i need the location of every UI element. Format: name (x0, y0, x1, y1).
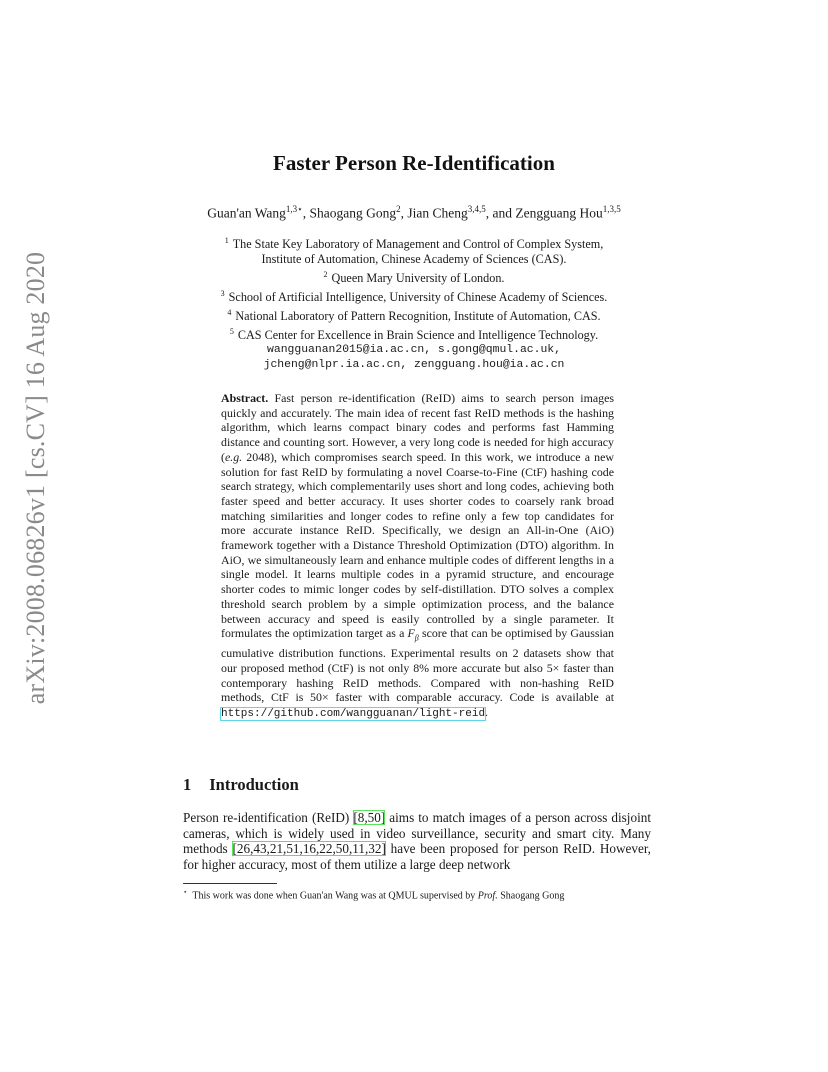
section-heading-introduction (183, 775, 299, 795)
citation-link[interactable]: [26,43,21,51,16,22,50,11,32] (232, 841, 386, 857)
author-marks: 1,3,5 (602, 204, 621, 214)
f-beta-symbol: $F_\beta$ (407, 626, 419, 643)
email-line: wangguanan2015@ia.ac.cn, s.gong@qmul.ac.uk, (267, 344, 561, 357)
abstract: Abstract. Fast person re-identification (ReID) aims to search person images quickly and accurately. The main idea of recent fast ReID methods is the hashing algorithm, which learns compact binary codes and performs fast Hamming distance and counting sort. However, a very long code is needed for high accuracy (e.g. 2048), which compromises search speed. In this work, we introduce a new solution for fast ReID by formulating a novel Coarse-to-Fine (CtF) hashing code search strategy, which complementarily uses short and long codes, achieving both faster speed and better accuracy. It uses shorter codes to coarsely rank broad matching similarities and longer codes to refine only a few top candidates for more accurate instance ReID. Specifically, we design an All-in-One (AiO) framework together with a Distance Threshold Optimization (DTO) algorithm. In AiO, we simultaneously learn and enhance multiple codes of different lengths in a single model. It learns multiple codes in a pyramid structure, and encourage shorter codes to mimic longer codes by self-distillation. DTO solves a complex threshold search problem by a simple optimization process, and the balance between accuracy and speed is easily controlled by a single parameter. It formulates the optimization target as a $F_\beta$ score that can be optimised by Gaussian cumulative distribution functions. Experimental results on 2 datasets show that our proposed method (CtF) is not only 8% more accurate but also 5× faster than contemporary hashing ReID methods. Compared with non-hashing ReID methods, CtF is 50× faster with comparable accuracy. Code is available at https://github.com/wangguanan/light-reid. (221, 391, 614, 721)
author-marks: 3,4,5 (467, 204, 486, 214)
affiliation-line: $^5$ CAS Center for Excellence in Brain Science and Intelligence Technology. (229, 327, 599, 343)
footnote-divider (183, 883, 277, 884)
paper-title: Faster Person Re-Identification (273, 151, 555, 175)
affiliation-block (0, 233, 828, 373)
affiliation-line: $^1$ The State Key Laboratory of Management and Control of Complex System, (224, 236, 604, 252)
author-name: Guan'an Wang (207, 205, 286, 221)
author-list: Guan'an Wang$^{1,3⋆}$, Shaogang Gong$^2$, Jian Cheng$^{3,4,5}$, and Zengguang Hou$^{1,3,5}$ (207, 204, 621, 221)
citation-link[interactable]: [8,50] (353, 810, 386, 825)
introduction-paragraph: Person re-identification (ReID) [8,50] aims to match images of a person across disjoint cameras, which is widely used in video surveillance, security and smart city. Many methods [26,43,21,51,16,22,50,11,32] have been proposed for person ReID. However, for higher accuracy, most of them utilize a large deep network (183, 810, 651, 872)
author-name: Zengguang Hou (515, 205, 603, 221)
author-name: Jian Cheng (407, 205, 468, 221)
author-name: Shaogang Gong (309, 205, 397, 221)
affiliation-line: $^2$ Queen Mary University of London. (323, 270, 505, 286)
author-marks: 1,3⋆ (285, 204, 303, 214)
code-repo-link[interactable]: https://github.com/wangguanan/light-reid (221, 708, 486, 721)
section-number: 1 (183, 775, 192, 794)
affiliation-line: Institute of Automation, Chinese Academy of Sciences (CAS). (261, 252, 567, 267)
footnote: ⋆ This work was done when Guan'an Wang was at QMUL supervised by Prof. Shaogang Gong (183, 888, 565, 902)
section-title: Introduction (209, 775, 299, 794)
affiliation-line: $^4$ National Laboratory of Pattern Recognition, Institute of Automation, CAS. (227, 308, 601, 324)
author-marks: 2 (396, 204, 401, 214)
abstract-label: Abstract. (221, 391, 269, 405)
affiliation-line: $^3$ School of Artificial Intelligence, University of Chinese Academy of Sciences. (220, 289, 608, 305)
arxiv-identifier: arXiv:2008.06826v1 [cs.CV] 16 Aug 2020 (21, 251, 50, 704)
footnote-mark: ⋆ (183, 888, 188, 896)
email-line: jcheng@nlpr.ia.ac.cn, zengguang.hou@ia.ac.cn (263, 359, 565, 372)
